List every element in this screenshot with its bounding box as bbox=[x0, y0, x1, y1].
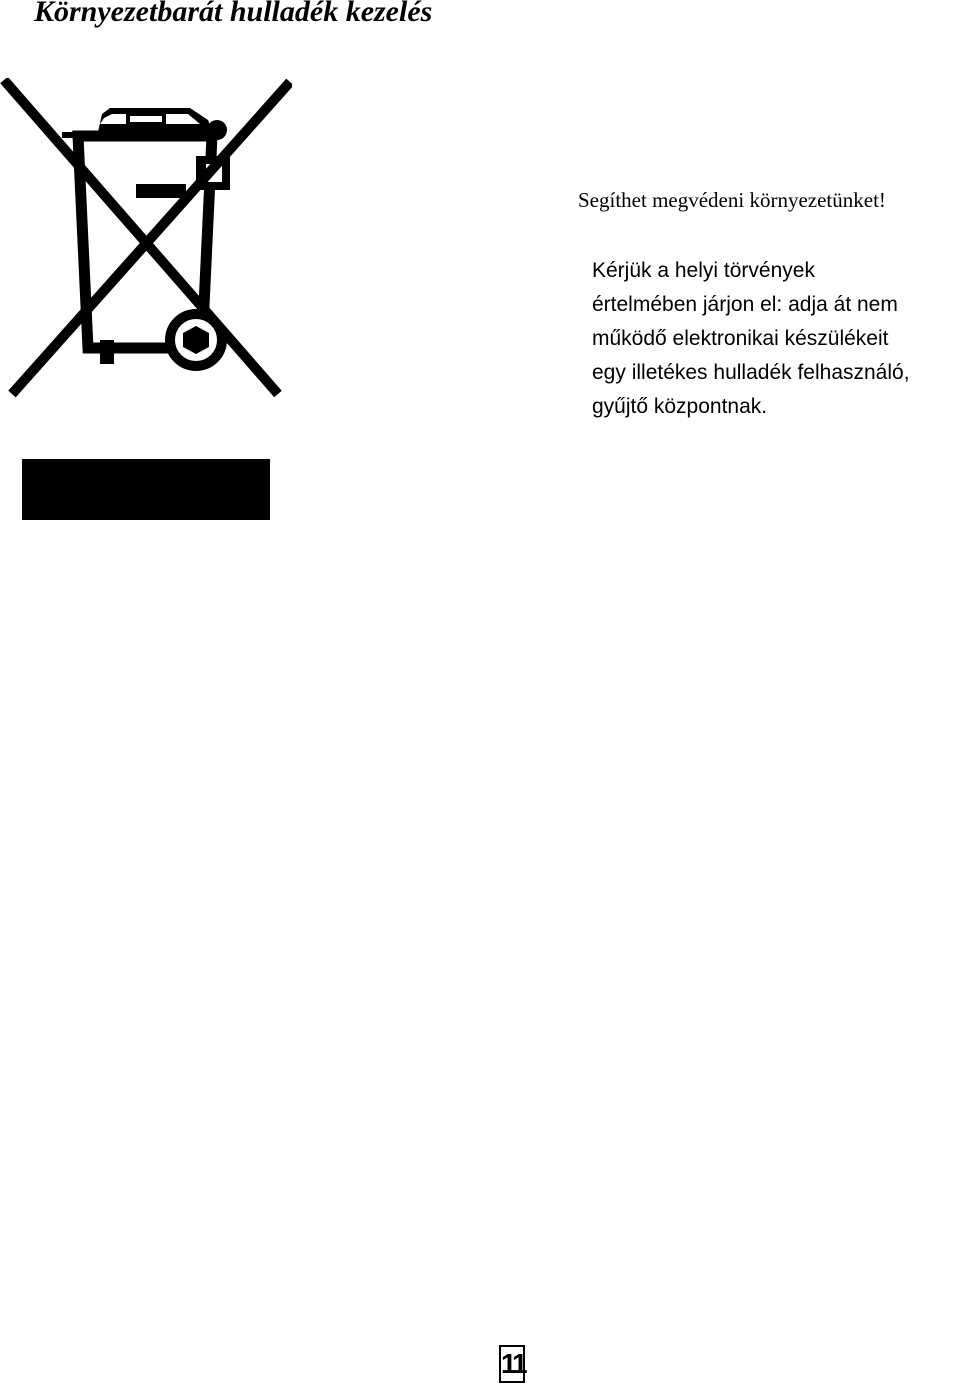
page-number: 11 bbox=[499, 1345, 525, 1383]
headline: Segíthet megvédeni környezetünket! bbox=[578, 188, 886, 212]
body-text bbox=[592, 254, 954, 424]
body-line: működő elektronikai készülékeit bbox=[592, 327, 889, 350]
crossed-out-wheelie-bin-icon bbox=[0, 78, 292, 398]
body-line: gyűjtő központnak. bbox=[592, 395, 768, 418]
page-title: Környezetbarát hulladék kezelés bbox=[34, 0, 433, 28]
black-bar-marking bbox=[22, 459, 270, 520]
body-line: értelmében járjon el: adja át nem bbox=[592, 293, 898, 316]
body-line: Kérjük a helyi törvények bbox=[592, 259, 815, 282]
body-line: egy illetékes hulladék felhasználó, bbox=[592, 361, 910, 384]
